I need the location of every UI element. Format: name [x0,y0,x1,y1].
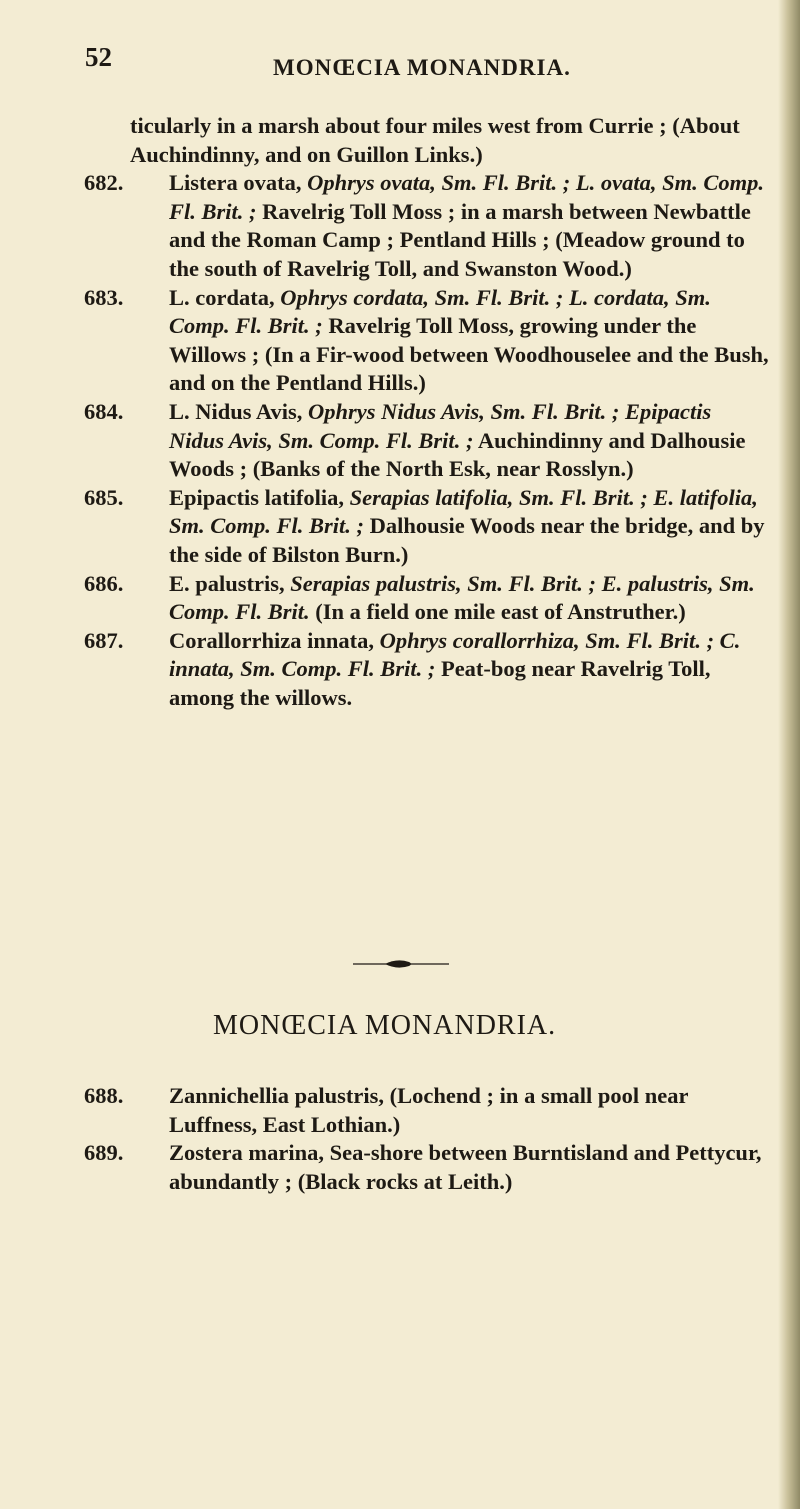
synonyms: Serapias palustris, Sm. Fl. Brit. ; E. palustris, Sm. Comp. Fl. Brit. [169,570,755,625]
locality: Ravelrig Toll Moss ; in a marsh between Newbattle and the Roman Camp ; Pentland Hills ; (Meadow ground to the south of Ravelrig Toll, and Swanston Wood.) [169,198,751,281]
synonyms: Ophrys cordata, Sm. Fl. Brit. ; L. cordata, Sm. Comp. Fl. Brit. ; [169,284,711,339]
entry-number: 686. [84,570,124,596]
entry-number: 682. [84,170,124,196]
species-name: Corallorrhiza innata, [169,627,374,653]
entry-687 [84,627,770,713]
entry-number: 685. [84,484,124,510]
entry-688 [84,1082,770,1139]
locality: Peat-bog near Ravelrig Toll, among the willows. [169,656,711,710]
entry-683 [84,284,770,398]
species-name: Epipactis latifolia, [169,484,345,510]
page-number: 52 [85,42,112,72]
locality: Dalhousie Woods near the bridge, and by the side of Bilston Burn.) [169,513,765,567]
entry-number: 684. [84,398,124,424]
entry-number: 687. [84,627,124,653]
entry-684 [84,398,770,484]
entry-686 [84,570,770,627]
entry-number: 683. [84,284,124,310]
entry-number: 689. [84,1140,124,1166]
entry-689 [84,1139,770,1196]
locality: Auchindinny and Dalhousie Woods ; (Banks of the North Esk, near Rosslyn.) [169,427,746,482]
synonyms: Serapias latifolia, Sm. Fl. Brit. ; E. latifolia, Sm. Comp. Fl. Brit. ; [169,484,758,539]
entry-text: Zannichellia palustris, (Lochend ; in a small pool near Luffness, East Lothian.) [169,1083,689,1137]
locality: (In a field one mile east of Anstruther.) [315,599,686,625]
section-text [84,1082,770,1196]
entry-682 [84,169,770,283]
section-heading: MONŒCIA MONANDRIA. [213,1010,557,1041]
running-head: MONŒCIA MONANDRIA. [273,55,571,80]
synonyms: Ophrys Nidus Avis, Sm. Fl. Brit. ; Epipactis Nidus Avis, Sm. Comp. Fl. Brit. ; [169,398,712,453]
entry-text: Zostera marina, Sea-shore between Burntisland and Pettycur, abundantly ; (Black rocks at Leith.) [169,1140,762,1194]
entry-685 [84,484,770,570]
species-name: Listera ovata, [169,170,302,196]
entry-number: 688. [84,1083,124,1108]
species-name: L. cordata, [169,284,275,310]
main-text [84,112,770,712]
synonyms: Ophrys ovata, Sm. Fl. Brit. ; L. ovata, Sm. Comp. Fl. Brit. ; [169,170,765,224]
page-edge-shadow [778,0,800,1509]
section-divider-ornament [353,958,449,970]
synonyms: Ophrys corallorrhiza, Sm. Fl. Brit. ; C. innata, Sm. Comp. Fl. Brit. ; [169,627,741,682]
species-name: E. palustris, [169,570,285,596]
species-name: L. Nidus Avis, [169,398,303,424]
continuation-paragraph: ticularly in a marsh about four miles west from Currie ; (About Auchindinny, and on Guillon Links.) [130,113,740,167]
locality: Ravelrig Toll Moss, growing under the Willows ; (In a Fir-wood between Woodhouselee and the Bush, and on the Pentland Hills.) [169,313,769,396]
